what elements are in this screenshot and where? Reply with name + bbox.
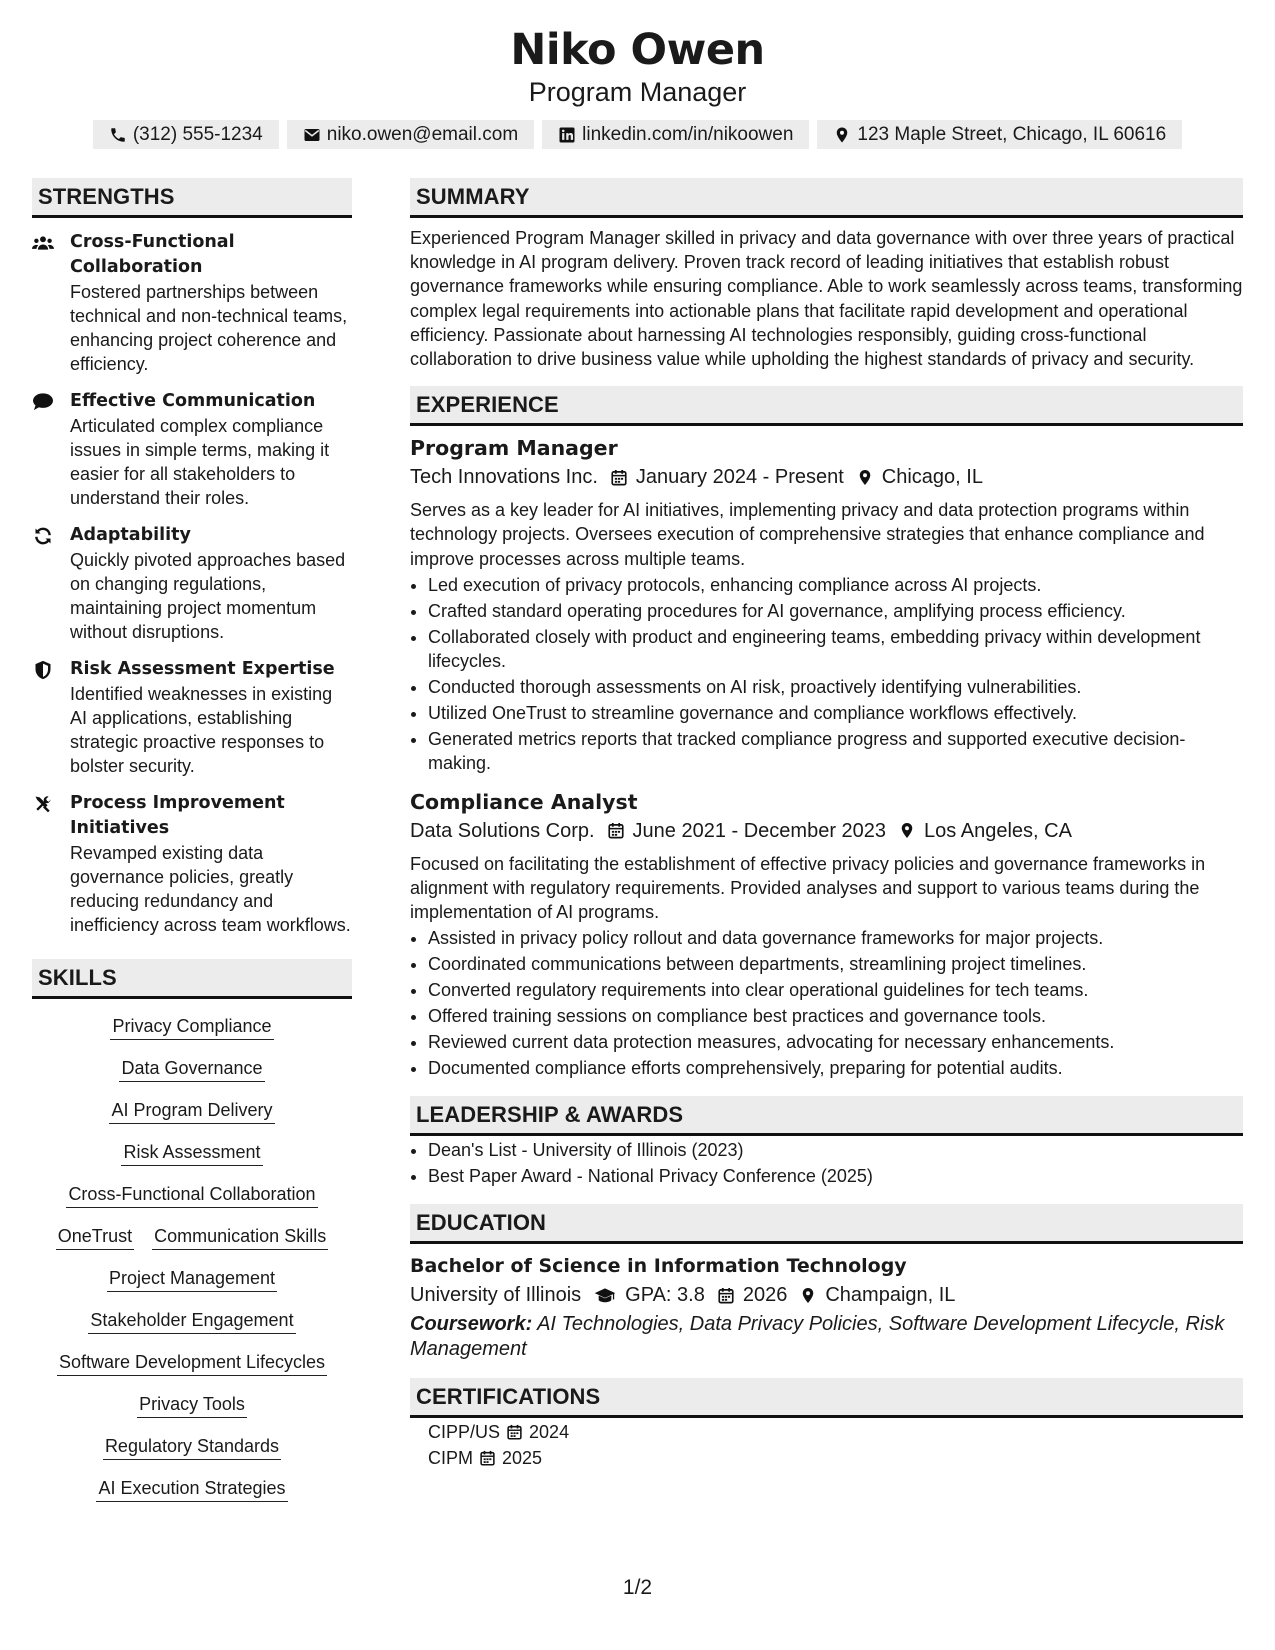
left-column [32,178,352,1517]
strength-item [32,230,352,376]
cert-name: CIPM [428,1448,473,1469]
job-title: Compliance Analyst [410,789,638,814]
skill-tag: Risk Assessment [121,1139,262,1166]
strength-title: Adaptability [70,525,191,545]
skill-tag: Privacy Compliance [110,1013,273,1040]
skill-tag: Cross-Functional Collaboration [66,1181,317,1208]
linkedin-icon [558,126,576,144]
skill-tag: Privacy Tools [137,1391,247,1418]
tools-icon [32,794,54,814]
degree-title: Bachelor of Science in Information Technology [410,1255,907,1278]
skill-tag: Stakeholder Engagement [88,1307,295,1334]
strength-desc: Articulated complex compliance issues in simple terms, making it easier for all stakeholders to understand their roles. [70,416,330,508]
summary-heading: SUMMARY [410,178,1243,218]
contact-phone [93,120,279,149]
calendar-icon [717,1286,735,1305]
envelope-icon [303,126,321,144]
linkedin-text[interactable]: linkedin.com/in/nikoowen [582,124,794,145]
job-entry [410,434,1243,775]
list-item: • Collaborated closely with product and engineering teams, embedding privacy within development lifecycles. [428,625,1243,673]
strength-item [32,389,352,510]
list-item: • Reviewed current data protection measures, advocating for necessary enhancements. [428,1030,1243,1054]
certifications-heading: CERTIFICATIONS [410,1378,1243,1418]
strength-item [32,523,352,644]
location-pin-icon [833,126,851,144]
job-meta [410,816,1243,846]
graduation-cap-icon [593,1286,617,1305]
list-item: • Documented compliance efforts comprehensively, preparing for potential audits. [428,1056,1243,1080]
strength-item [32,791,352,937]
address-text: 123 Maple Street, Chicago, IL 60616 [857,124,1167,145]
certifications-list [410,1420,1243,1470]
gpa-text: GPA: 3.8 [625,1284,705,1307]
coursework [410,1312,1243,1362]
skill-tag: Data Governance [119,1055,264,1082]
job-meta [410,462,1243,492]
cert-year: 2024 [529,1422,570,1443]
job-bullets [410,926,1243,1080]
list-item [428,1446,1243,1470]
phone-icon [109,126,127,144]
resume-header [0,0,1275,149]
contact-linkedin[interactable] [542,120,809,149]
company-name: Tech Innovations Inc. [410,466,598,489]
resume-body [32,178,1243,1517]
skills-list [32,1013,352,1517]
strength-item [32,657,352,778]
page-number: 1/2 [622,1576,653,1599]
job-bullets [410,573,1243,775]
job-entry [410,788,1243,1081]
list-item: • Led execution of privacy protocols, enhancing compliance across AI projects. [428,573,1243,597]
list-item: • Conducted thorough assessments on AI risk, proactively identifying vulnerabilities. [428,675,1243,699]
job-dates: January 2024 - Present [635,466,844,489]
job-location: Los Angeles, CA [924,819,1072,842]
strength-desc: Identified weaknesses in existing AI applications, establishing strategic proactive responses to bolster security. [70,684,333,776]
awards-list [410,1138,1243,1188]
list-item: • Converted regulatory requirements into clear operational guidelines for tech teams. [428,978,1243,1002]
skill-tag: Project Management [107,1265,277,1292]
strengths-list [32,230,352,937]
contact-bar [0,120,1275,149]
job-dates: June 2021 - December 2023 [632,819,887,842]
skill-tag: AI Program Delivery [109,1097,274,1124]
calendar-icon [607,821,625,840]
skill-tag: Regulatory Standards [103,1433,281,1460]
users-icon [32,233,54,253]
phone-text: (312) 555-1234 [132,124,263,145]
coursework-label: Coursework: [410,1313,533,1336]
location-pin-icon [898,821,916,840]
company-name: Data Solutions Corp. [410,819,595,842]
right-column [410,178,1243,1517]
sync-icon [32,526,54,546]
calendar-icon [610,468,628,487]
candidate-name: Niko Owen [510,25,765,75]
education-meta [410,1280,1243,1310]
list-item [428,1420,1243,1444]
experience-heading: EXPERIENCE [410,386,1243,426]
strength-title: Cross-Functional Collaboration [70,232,235,277]
cert-year: 2025 [502,1448,543,1469]
strength-desc: Revamped existing data governance policies, greatly reducing redundancy and inefficiency across team workflows. [70,843,351,935]
coursework-text: AI Technologies, Data Privacy Policies, Software Development Lifecycle, Risk Management [410,1313,1225,1361]
calendar-icon [479,1449,496,1467]
school-name: University of Illinois [410,1284,582,1307]
list-item: • Assisted in privacy policy rollout and data governance frameworks for major projects. [428,926,1243,950]
list-item: • Utilized OneTrust to streamline governance and compliance workflows effectively. [428,701,1243,725]
strength-title: Effective Communication [70,391,316,411]
awards-heading: LEADERSHIP & AWARDS [410,1096,1243,1136]
location-pin-icon [856,468,874,487]
job-description: Serves as a key leader for AI initiatives, implementing privacy and data protection programs within technology projects. Oversees execution of comprehensive strategies that enhance compliance and improve processes across multiple teams. [410,500,1205,569]
job-title: Program Manager [410,436,618,461]
contact-address [817,120,1182,149]
skill-tag: OneTrust [56,1223,134,1250]
list-item: • Generated metrics reports that tracked compliance progress and supported executive decision-making. [428,727,1243,775]
list-item: • Offered training sessions on compliance best practices and governance tools. [428,1004,1243,1028]
skill-tag: AI Execution Strategies [96,1475,287,1502]
job-location: Chicago, IL [881,466,983,489]
strength-desc: Quickly pivoted approaches based on changing regulations, maintaining project momentum without disruptions. [70,550,346,642]
location-pin-icon [799,1286,817,1305]
skills-heading: SKILLS [32,959,352,999]
list-item: • Best Paper Award - National Privacy Conference (2025) [428,1164,1243,1188]
speech-bubble-icon [32,392,54,412]
education-heading: EDUCATION [410,1204,1243,1244]
cert-name: CIPP/US [428,1422,501,1443]
skill-tag: Software Development Lifecycles [57,1349,327,1376]
job-description: Focused on facilitating the establishment of effective privacy policies and governance frameworks in alignment with regulatory requirements. Provided analyses and support to various teams during the implementation of AI programs. [410,853,1206,923]
candidate-title: Program Manager [528,77,747,107]
strength-title: Risk Assessment Expertise [70,659,335,679]
list-item: • Crafted standard operating procedures for AI governance, amplifying process efficiency. [428,599,1243,623]
calendar-icon [506,1423,523,1441]
school-location: Champaign, IL [825,1284,956,1307]
summary-text: Experienced Program Manager skilled in privacy and data governance with over three years of practical knowledge in AI program delivery. Proven track record of leading initiatives that establish robust governance frameworks while ensuring compliance. Able to work seamlessly across teams, transforming complex legal requirements into actionable plans that facilitate rapid development and operational efficiency. Passionate about harnessing AI technologies responsibly, guiding cross-functional collaboration to drive business value while upholding the highest standards of privacy and security. [410,228,1243,370]
list-item: • Dean's List - University of Illinois (2023) [428,1138,1243,1162]
shield-icon [32,660,54,680]
contact-email[interactable] [287,120,534,149]
list-item: • Coordinated communications between departments, streamlining project timelines. [428,952,1243,976]
skill-tag: Communication Skills [152,1223,328,1250]
strength-desc: Fostered partnerships between technical and non-technical teams, enhancing project coherence and efficiency. [70,282,348,374]
email-text[interactable]: niko.owen@email.com [326,124,519,145]
strength-title: Process Improvement Initiatives [70,793,285,838]
graduation-year: 2026 [742,1284,788,1307]
strengths-heading: STRENGTHS [32,178,352,218]
